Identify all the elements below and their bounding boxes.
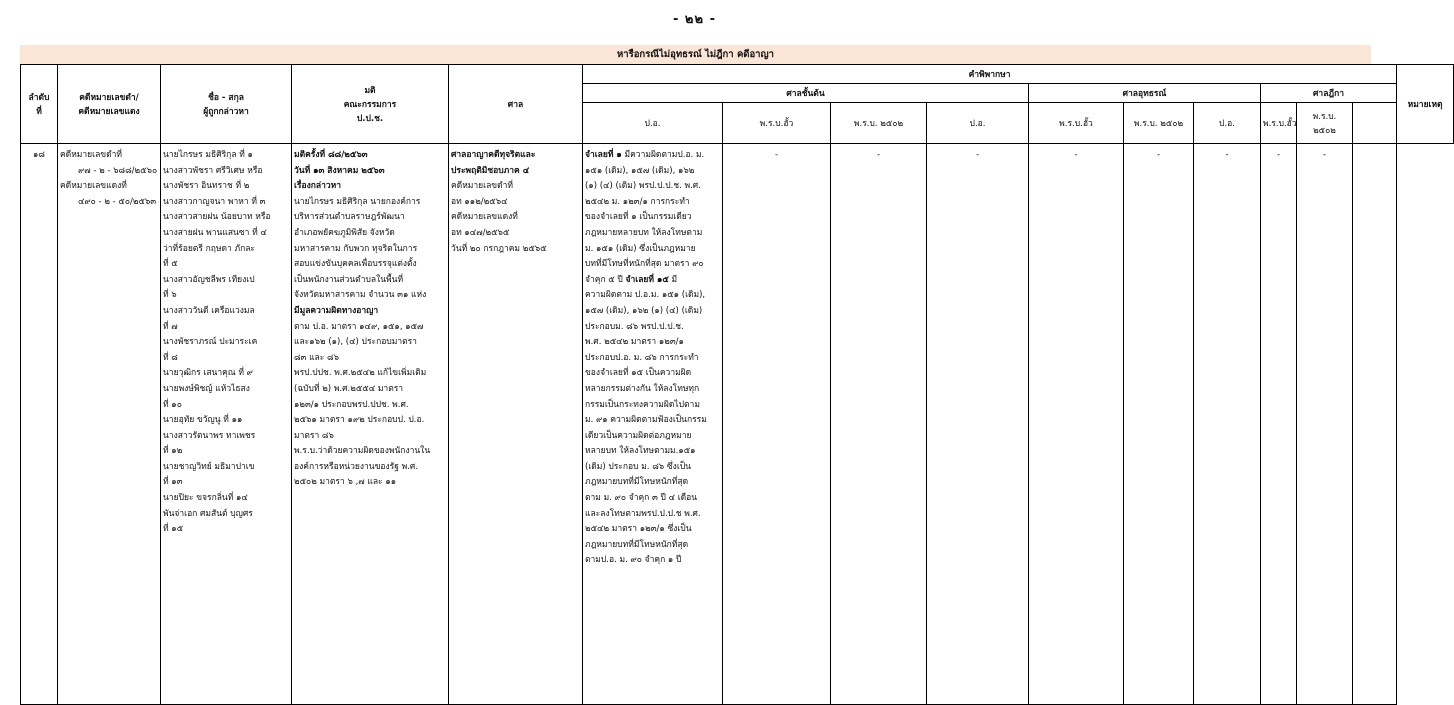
- cell-line: นายไกรษร มธิศิริกุล ที่ ๑: [163, 150, 253, 160]
- cell-line: ความผิดตาม ป.อ.ม. ๑๕๑ (เดิม),: [585, 290, 706, 301]
- cell-line: สอบแข่งขันบุคคลเพื่อบรรจุแต่งตั้ง: [294, 259, 417, 270]
- header-accused: ชื่อ - สกุล ผู้ถูกกล่าวหา: [161, 65, 292, 144]
- cell-line: และ๑๖๒ (๑), (๔) ประกอบมาตรา: [294, 337, 417, 348]
- cell-line: ที่ ๗: [163, 321, 178, 332]
- cell-line: บริหารส่วนตำบลราษฎร์พัฒนา: [294, 212, 405, 223]
- cell-line: ที่ ๑๐: [163, 399, 182, 410]
- cell-line: อท ๑๑๒/๒๕๖๔: [451, 196, 508, 207]
- cell-line: มาตรา ๘๖: [294, 430, 334, 441]
- page-number: - ๒๒ -: [673, 12, 716, 27]
- cell-line: ที่ ๖: [163, 290, 177, 301]
- cell-line: พ.ศ. ๒๕๔๒ มาตรา ๑๒๓/๑: [585, 337, 684, 348]
- header-case-no: คดีหมายเลขดำ/ คดีหมายเลขแดง: [58, 65, 161, 144]
- cell-line: ของจำเลยที่ ๑๕ เป็นความผิด: [585, 368, 692, 379]
- cell-line: ภฎหมายบทที่มีโทษหนักที่สุด: [585, 539, 689, 550]
- cell-line: ๑๕๑ (เดิม), ๑๕๗ (เดิม), ๑๖๒: [585, 165, 695, 176]
- cell-line: นางพัชรา อินทราช ที่ ๒: [163, 181, 250, 192]
- cell-line: พ.ร.บ.ว่าด้วยความผิดของพนักงานใน: [294, 446, 431, 457]
- cell-line: (๑) (๔) (เดิม) พรป.ป.ป.ช. พ.ศ.: [585, 181, 701, 192]
- cell-line: (เดิม) ประกอบ ม. ๘๖ ซึ่งเป็น: [585, 461, 691, 472]
- cell-line: ประกอบป.อ. ม. ๘๖ การกระทำ: [585, 352, 699, 363]
- cell-line: กรรมเป็นกระทงความผิดไปตาม: [585, 399, 700, 410]
- cell-remarks: [1353, 144, 1397, 705]
- cell-line: ม. ๑๕๑ (เดิม) ซึ่งเป็นภฎหมาย: [585, 243, 696, 254]
- cell-line: นางสาวกาญจนา พาหา ที่ ๓: [163, 196, 266, 207]
- cell-judgment-first-pa: [583, 144, 723, 705]
- cell-resolution: [292, 144, 449, 705]
- cell-line: ตามป.อ. ม. ๙๐ จำคุก ๑ ปี: [585, 555, 682, 566]
- cell-line: บทที่มีโทษที่หนักที่สุด มาตรา ๙๐: [585, 259, 704, 270]
- cell-line: ประพฤติมิชอบภาค ๔: [451, 165, 530, 176]
- cell-line: ตาม ป.อ. มาตรา ๑๔๙, ๑๕๑, ๑๕๗: [294, 321, 424, 332]
- cell-line: ภฎหมายหลายบท ให้ลงโทษตาม: [585, 227, 703, 238]
- cell-line: อำเภอพยัคฆภูมิพิสัย จังหวัด: [294, 227, 395, 238]
- header-appeal-pa: ป.อ.: [927, 103, 1029, 144]
- cell-line: นายไกรษร มธิศิริกุล นายกองค์การ: [294, 196, 421, 207]
- cell-line: จำคุก ๕ ปี จำเลยที่ ๑๕ มี: [585, 274, 678, 285]
- cell-line: มติครั้งที่ ๘๘/๒๕๖๓: [294, 150, 368, 160]
- cell-line: มีมูลความผิดทางอาญา: [294, 305, 379, 316]
- cell-line: วันที่ ๑๓ สิงหาคม ๒๕๖๓: [294, 165, 385, 176]
- cell-line: นางสายฝน พานแสนซา ที่ ๔: [163, 227, 267, 238]
- cell-line: ที่ ๑๓: [163, 477, 183, 488]
- cell-line: ที่ ๑๕: [163, 524, 184, 535]
- header-first-pa: ป.อ.: [583, 103, 723, 144]
- cell-line: เดียวเป็นความผิดต่อภฎหมาย: [585, 430, 692, 441]
- cell-supreme-act-2502: -: [1297, 144, 1353, 705]
- cell-first-act-old: -: [723, 144, 831, 705]
- cell-appeal-act-old: -: [1029, 144, 1124, 705]
- cell-line: มหาสารคาม กับพวก ทุจริตในการ: [294, 243, 418, 254]
- cell-line: ๒๕๖๑ มาตรา ๑๙๒ ประกอบป. ป.อ.: [294, 415, 425, 426]
- cell-line: หลายบท ให้ลงโทษตามม.๑๕๑: [585, 446, 696, 457]
- cell-line: ที่ ๑๒: [163, 446, 183, 457]
- cell-line: หลายกรรมต่างกัน ให้ลงโทษทุก: [585, 383, 700, 394]
- cell-line: (ฉบับที่ ๒) พ.ศ.๒๕๕๔ มาตรา: [294, 383, 404, 394]
- cell-line: ว่าที่ร้อยตรี กฤษดา ภักละ: [163, 243, 256, 254]
- cell-line: พันจ่าเอก ศมสันต์ บุญศร: [163, 508, 253, 519]
- header-court-first: ศาลชั้นต้น: [583, 84, 1029, 103]
- cell-line: คดีหมายเลขแดงที่: [451, 212, 518, 223]
- cell-line: พรป.ปปช. พ.ศ.๒๕๔๒ แก้ไขเพิ่มเติม: [294, 368, 427, 379]
- cell-line: องค์การหรือหน่วยงานของรัฐ พ.ศ.: [294, 461, 419, 472]
- cell-line: ศาลอาญาคดีทุจริตและ: [451, 150, 536, 160]
- cell-line: ของจำเลยที่ ๑ เป็นกรรมเดียว: [585, 212, 692, 223]
- header-court-appeal: ศาลอุทธรณ์: [1029, 84, 1261, 103]
- cell-case-no: คดีหมายเลขดำที่ ๙๗ - ๒ - ๖๘๘/๒๕๖๐ คดีหมายเลขแดงที่ ๔๙๐ - ๒ - ๕๐/๒๕๖๓: [58, 144, 161, 705]
- cell-line: นางสาวสายฝน น้อยบาท หรือ: [163, 212, 271, 223]
- cell-line: ตาม ม. ๙๐ จำคุก ๓ ปี ๔ เดือน: [585, 493, 698, 504]
- cell-line: นางสาววันดี เครือแวงมล: [163, 305, 255, 316]
- cell-line: นางพัชราภรณ์ ปะมาระเค: [163, 337, 258, 348]
- cell-accused: [161, 144, 292, 705]
- header-appeal-act-2502: พ.ร.บ. ๒๕๐๒: [1124, 103, 1194, 144]
- cell-line: ๒๕๐๒ มาตรา ๖ ,๗ และ ๑๑: [294, 477, 397, 488]
- cell-seq: ๑๘: [21, 144, 58, 705]
- header-supreme-act-old: พ.ร.บ.ฮั้ว: [1261, 103, 1297, 144]
- table-banner: หารือกรณีไม่อุทธรณ์ ไม่ฎีกา คดีอาญา: [20, 45, 1371, 64]
- cell-line: จำเลยที่ ๑ มีความผิดตามป.อ. ม.: [585, 150, 705, 160]
- header-judgment: คำพิพากษา: [583, 65, 1397, 84]
- cell-line: ที่ ๕: [163, 259, 178, 270]
- cell-line: นางสาวอัญชลีพร เทียงเป: [163, 274, 255, 285]
- header-remarks: หมายเหตุ: [1397, 65, 1454, 144]
- cell-line: ภฎหมายบทที่มีโทษหนักที่สุด: [585, 477, 689, 488]
- cell-line: นายพงษ์พิชญ์ แห้วไธสง: [163, 383, 250, 394]
- cell-supreme-pa: -: [1194, 144, 1261, 705]
- header-court: ศาล: [449, 65, 583, 144]
- table-row: [21, 144, 1454, 705]
- cell-line: ๑๒๓/๑ ประกอบพรป.ปปช. พ.ศ.: [294, 399, 409, 410]
- cell-appeal-pa: -: [927, 144, 1029, 705]
- cell-first-act-2502: -: [831, 144, 927, 705]
- cell-line: ๑๕๗ (เดิม), ๑๖๒ (๑) (๔) (เดิม): [585, 305, 703, 316]
- case-table: [20, 64, 1454, 705]
- cell-line: ๒๕๔๒ มาตรา ๑๒๓/๑ ซึ่งเป็น: [585, 524, 692, 535]
- cell-line: วันที่ ๒๐ กรกฎาคม ๒๕๖๕: [451, 243, 547, 254]
- cell-line: นายชาญวิทย์ มธิมาปาเข: [163, 461, 255, 472]
- cell-line: ๘๓ และ ๘๖: [294, 352, 339, 363]
- cell-line: ประกอบม. ๘๖ พรป.ป.ป.ช.: [585, 321, 684, 332]
- header-supreme-pa: ป.อ.: [1194, 103, 1261, 144]
- header-resolution: มติ คณะกรรมการ ป.ป.ช.: [292, 65, 449, 144]
- cell-court: [449, 144, 583, 705]
- cell-line: ม. ๙๑ ความผิดตามฟ้องเป็นกรรม: [585, 415, 707, 426]
- cell-line: เรื่องกล่าวหา: [294, 181, 342, 192]
- cell-line: ที่ ๘: [163, 352, 178, 363]
- header-first-act-2502: พ.ร.บ. ๒๕๐๒: [831, 103, 927, 144]
- cell-line: คดีหมายเลขดำที่: [451, 181, 513, 192]
- cell-line: นายอุทัย ขวัญนู ที่ ๑๑: [163, 415, 243, 426]
- cell-line: นางสาวพัชรา ศรีวิเศษ หรือ: [163, 165, 263, 176]
- header-seq: ลำดับ ที่: [21, 65, 58, 144]
- cell-line: นายปิยะ ขจรกลิ่นที่ ๑๔: [163, 493, 248, 504]
- cell-line: อท ๑๔๗/๒๕๖๕: [451, 227, 510, 238]
- cell-line: และลงโทษตามพรป.ป.ป.ช พ.ศ.: [585, 508, 701, 519]
- cell-line: นายวุฒิกร เสนาคุณ ที่ ๙: [163, 368, 253, 379]
- header-first-act-old: พ.ร.บ.ฮั้ว: [723, 103, 831, 144]
- header-court-supreme: ศาลฎีกา: [1261, 84, 1397, 103]
- cell-line: นางสาวรัตนาพร ทาเพชร: [163, 430, 256, 441]
- cell-supreme-act-old: -: [1261, 144, 1297, 705]
- header-supreme-act-2502: พ.ร.บ. ๒๕๐๒: [1297, 103, 1353, 144]
- cell-appeal-act-2502: -: [1124, 144, 1194, 705]
- cell-line: เป็นพนักงานส่วนตำบลในพื้นที่: [294, 274, 404, 285]
- cell-line: จังหวัดมหาสารคาม จำนวน ๓๑ แห่ง: [294, 290, 427, 301]
- header-appeal-act-old: พ.ร.บ.ฮั้ว: [1029, 103, 1124, 144]
- cell-line: ๒๕๔๒ ม. ๑๒๓/๑ การกระทำ: [585, 196, 690, 207]
